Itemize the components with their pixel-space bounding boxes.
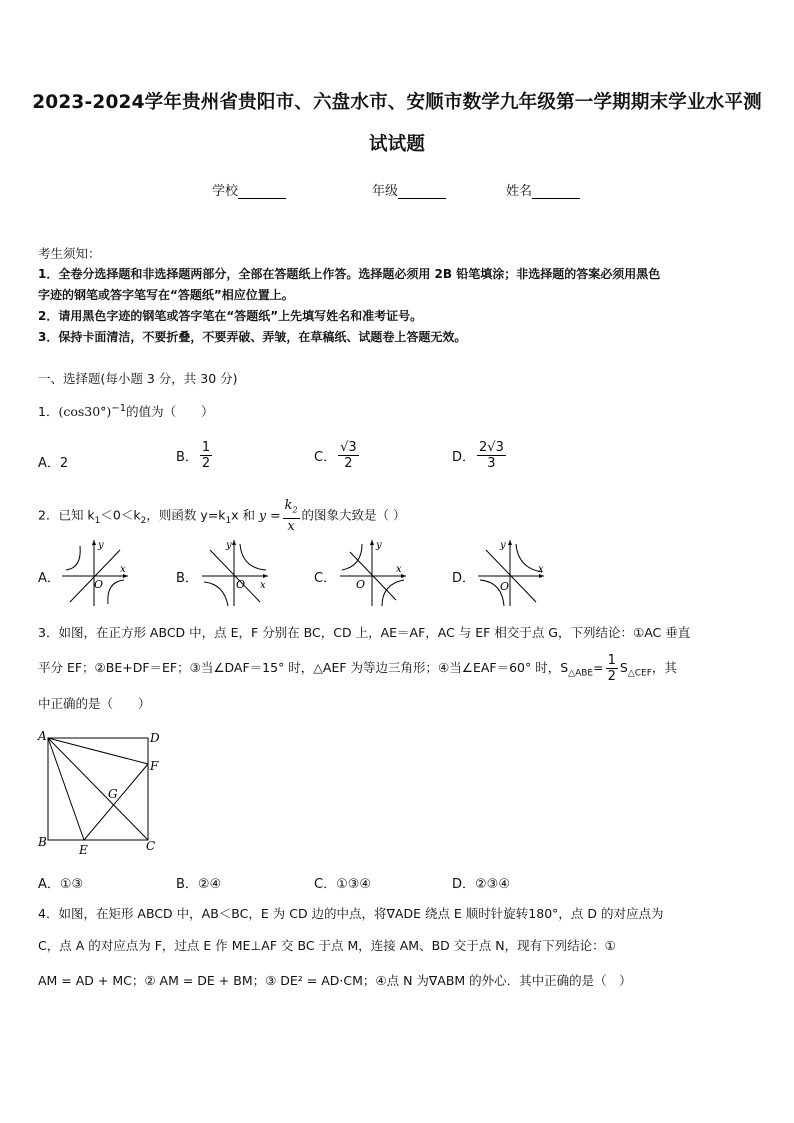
y-axis-arrow — [370, 540, 374, 545]
q3-option-b-value: ②④ — [197, 877, 222, 892]
q2-fraction-den: x — [287, 518, 295, 534]
q3-tail: ，其 — [651, 660, 677, 675]
q3-fraction-num: 1 — [607, 653, 616, 668]
q2-graph-a — [60, 538, 132, 608]
q3-s: S — [619, 660, 628, 675]
label-a: A — [38, 729, 47, 743]
y-label: y — [98, 540, 104, 551]
origin-label: O — [500, 580, 510, 593]
q2-graph-c — [338, 538, 410, 608]
q1-option-c-label: C． — [314, 450, 337, 465]
q3-fraction — [606, 653, 618, 684]
label-e: E — [79, 843, 88, 857]
notice-item-2: 2．请用黑色字迹的钢笔或答字笔在“答题纸”上先填写姓名和准考证号。 — [38, 309, 423, 323]
y-axis-arrow — [508, 540, 512, 545]
segment-af — [48, 738, 148, 764]
y-label: y — [376, 540, 382, 551]
name-label: 姓名 — [506, 184, 533, 199]
grade-field — [372, 180, 446, 199]
q1-option-d-den: 3 — [487, 456, 496, 471]
page-title: 2023-2024学年贵州省贵阳市、六盘水市、安顺市数学九年级第一学期期末学业水平测 — [32, 92, 762, 113]
q2-fraction-num-sub: 2 — [292, 505, 298, 515]
label-f: F — [150, 759, 159, 773]
page-title-continued: 试试题 — [368, 134, 426, 155]
y-label: y — [500, 540, 506, 551]
hyperbola-branch — [66, 546, 80, 570]
q2-y-equals: y = — [259, 507, 281, 523]
y-axis-arrow — [92, 540, 96, 545]
grade-label: 年级 — [372, 184, 399, 199]
x-axis-arrow — [263, 574, 268, 578]
origin-label: O — [356, 578, 366, 591]
q3-option-a-value: ①③ — [59, 877, 84, 892]
q2-graph-d — [476, 538, 548, 608]
notice-item-1-cont: 字迹的钢笔或答字笔写在“答题纸”相应位置上。 — [38, 288, 294, 302]
question-4-line-2: C，点 A 的对应点为 F，过点 E 作 ME⊥AF 交 BC 于点 M，连接 AM、BD 交于点 N，现有下列结论：① — [38, 938, 616, 953]
notice-heading: 考生须知： — [38, 246, 101, 261]
label-c: C — [146, 839, 156, 853]
q1-option-d[interactable] — [452, 440, 508, 471]
q1-option-d-label: D． — [452, 450, 476, 465]
diagonal-ac — [48, 738, 148, 840]
q2-sub-1: 1 — [94, 515, 101, 526]
question-3-line-1: 3．如图，在正方形 ABCD 中，点 E，F 分别在 BC，CD 上，AE＝AF，AC 与 EF 相交于点 G，下列结论：①AC 垂直 — [38, 625, 691, 640]
q3-option-a[interactable] — [38, 873, 83, 892]
label-b: B — [38, 835, 47, 849]
label-g: G — [108, 787, 118, 801]
q2-sub-2: 2 — [140, 515, 147, 526]
school-field — [212, 180, 286, 199]
q1-option-c-den: 2 — [344, 456, 353, 471]
q1-option-b[interactable] — [176, 440, 214, 471]
x-axis-arrow — [401, 574, 406, 578]
q1-expression: (cos30°) — [58, 404, 112, 420]
q2-fraction — [283, 498, 300, 534]
q2-tail: 的图象大致是（ ） — [301, 507, 406, 523]
q1-option-d-fraction — [477, 440, 506, 471]
q1-option-b-label: B． — [176, 450, 198, 465]
name-field — [506, 180, 580, 199]
school-blank — [238, 186, 286, 199]
question-3-line-2 — [38, 653, 778, 685]
q2-option-d[interactable]: D． — [452, 571, 476, 586]
q3-option-d-value: ②③④ — [475, 877, 510, 892]
q3-option-a-label: A． — [38, 877, 60, 892]
q2-mid-1: ＜0＜k — [100, 507, 141, 523]
q2-option-a[interactable]: A． — [38, 571, 60, 586]
origin-label: O — [236, 578, 246, 591]
q1-option-a-label: A． — [38, 456, 60, 471]
q3-option-b-label: B． — [176, 877, 198, 892]
q3-sub-abe: △ABE — [568, 668, 594, 679]
question-4-line-1: 4．如图，在矩形 ABCD 中，AB＜BC，E 为 CD 边的中点，将∇ADE 绕点 E 顺时针旋转180°，点 D 的对应点为 — [38, 906, 664, 921]
q3-option-c-value: ①③④ — [336, 877, 372, 892]
q1-option-c-fraction — [338, 440, 359, 471]
q3-line-2-text: 平分 EF；②BE+DF＝EF；③当∠DAF＝15° 时，△AEF 为等边三角形；④当∠EAF＝60° 时，S — [38, 660, 569, 675]
q3-option-b[interactable] — [176, 873, 221, 892]
q2-fraction-num: k — [284, 498, 293, 513]
q2-sub-3: 1 — [225, 515, 232, 526]
q3-fraction-den: 2 — [607, 669, 616, 684]
q1-option-b-den: 2 — [201, 456, 211, 471]
section-heading: 一、选择题(每小题 3 分，共 30 分) — [38, 371, 238, 386]
q3-option-c-label: C． — [314, 877, 337, 892]
q3-sub-cef: △CEF — [627, 668, 652, 679]
name-blank — [532, 186, 580, 199]
hyperbola-branch — [204, 582, 228, 606]
segment-ef — [84, 764, 148, 840]
q2-option-c[interactable]: C． — [314, 571, 337, 586]
question-1 — [38, 398, 214, 422]
q2-option-b[interactable]: B． — [176, 571, 198, 586]
q1-option-b-fraction — [200, 440, 212, 471]
q1-option-c[interactable] — [314, 440, 361, 471]
q1-option-d-num: 2√3 — [479, 440, 504, 455]
q3-option-d[interactable] — [452, 873, 510, 892]
q2-graph-b — [200, 538, 272, 608]
q3-equals: = — [593, 660, 604, 675]
notice-item-1: 1．全卷分选择题和非选择题两部分，全部在答题纸上作答。选择题必须用 2B 铅笔填涂；非选择题的答案必须用黑色 — [38, 267, 661, 281]
q3-option-c[interactable] — [314, 873, 371, 892]
question-4-line-3: AM = AD + MC；② AM = DE + BM；③ DE² = AD·CM；④点 N 为∇ABM 的外心．其中正确的是（ ） — [38, 973, 632, 988]
hyperbola-branch — [342, 544, 362, 570]
q1-tail: 的值为（ ） — [126, 404, 214, 420]
y-label: y — [226, 540, 232, 551]
q3-square-figure — [34, 728, 170, 858]
hyperbola-branch — [240, 544, 266, 570]
q1-option-b-num: 1 — [201, 440, 211, 455]
question-3-line-3: 中正确的是（ ） — [38, 696, 151, 711]
label-d: D — [150, 731, 160, 745]
school-label: 学校 — [212, 184, 239, 199]
hyperbola-branch — [382, 580, 404, 606]
notice-item-3: 3．保持卡面清洁，不要折叠，不要弄破、弄皱，在草稿纸、试题卷上答题无效。 — [38, 330, 467, 344]
q1-option-a[interactable] — [38, 452, 68, 471]
q2-mid-3: x 和 — [231, 507, 260, 523]
segment-ae — [48, 738, 84, 840]
hyperbola-branch — [108, 580, 124, 604]
q2-lead: 2．已知 k — [38, 507, 95, 523]
q2-mid-2: ，则函数 y=k — [146, 507, 226, 523]
grade-blank — [398, 186, 446, 199]
origin-label: O — [94, 578, 104, 591]
q1-exponent: −1 — [111, 403, 127, 414]
x-label: x — [260, 580, 266, 591]
q3-option-d-label: D． — [452, 877, 476, 892]
q1-option-a-value: 2 — [59, 456, 69, 471]
x-label: x — [120, 564, 126, 575]
q1-number: 1． — [38, 404, 59, 420]
q1-option-c-num: √3 — [340, 440, 357, 455]
x-label: x — [538, 564, 544, 575]
x-label: x — [396, 564, 402, 575]
question-2 — [38, 498, 406, 534]
y-axis-arrow — [232, 540, 236, 545]
